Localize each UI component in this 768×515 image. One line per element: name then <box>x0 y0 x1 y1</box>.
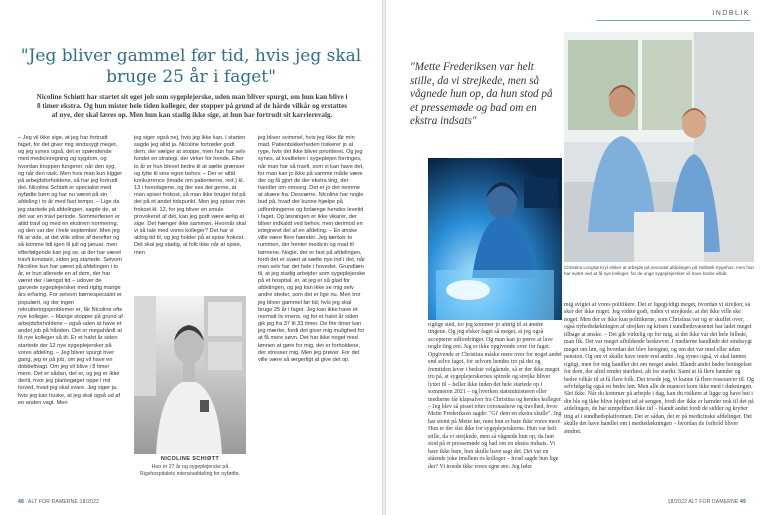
magazine-name-left: ALT FOR DAMERNE 18/2022 <box>27 499 100 505</box>
right-body-column-2: mig svigtet af vores politikere. Det er ligegyldigt meget, hvordan vi strejker, så sker der ikke noget. Jeg vidste godt, inden vi strejkede, at det ikke ville ske noget. Men der er ikke kun politikerne, som Christina var og er skuffet over, også nyhedsdækningen af strejken og krisen i sundhedsvæsenet har ladet meget tilbage at ønske. – Det gik virkelig op for mig, at det ikke var det hele billede, man fik. Det var meget afbildende beskrevet. I medierne handlede det sindssygt meget om løn, og hvordan det blev beregnet, og om det var med eller uden pension. Og om vi skulle have mere end andre. Jeg synes også, vi skal lønnes rigtigt, men for mig handler det om meget andet. Blandt andet bedre betingelser for dem, der altid render stærkest, alt for stærkt. Samt at få flere hænder og bedre vilkår til at få flere folk. Det troede jeg, vi kunne få flere ressourcer til. Og selvfølgelig også en bedre løn. Men alle de nuancer kom ikke med i dækningen. Slet ikke. Når du kommer på arbejde i dag, kan du risikere at ligge og have bøi i din ble og ikke blive hjulpet ud af sengen, fordi der ikke er hænder nok til det på afdelingen, de har simpelthen ikke tid – blandt andet fordi de sidder og kryber ting af i sundhedsplatformen. Det er sådan, det er på medicinske afdelinger. Det skulle det have handlet om i mediedækningen – hvordan de forhold bliver ændret. <box>564 302 754 435</box>
photo-caption: Hun er 27 år og sygeplejerske på Rigshospitalets intensivafdeling for nyfødte. <box>139 464 241 477</box>
right-body-column-1: rigtige sted, for jeg kommer jo aldrig til at ændre tingene. Og jeg elsker faget så meget, at jeg også accepterer udfordringer. Og man kan jo prøve at lave nogle ting om. Jeg er ikke opgivende over for faget. Opgivende er Christina måske mere over for noget andet end selve faget, for selvom hendes tro på det og fremtiden lever i bedste velgående, så er der ikke meget tro på, at sygeplejerskernes spirede og strejke bliver lyttet til – heller ikke inden det hele startede op i sommeren 2021 – og hverken statsministeren eller medierne får klapsalver fra Christina og hendes kolleger. – Jeg blev så pisset efter coronashow og travlhed, hvor Mette Frederiksen sagde: "Gi' dem en ekstra skulle". Jeg har stemt på Mette før, men hun er bare ikke vores mere. Hun er der slet ikke for sygeplejerskerne. Hun var helt stille, da vi strejkede, men så vågnede hun op, da hun stod på et pressemøde og bad om en ekstra indsats. Vi bare ikke bare, hun skulle have sagt det. Det var en stående joke imellem os kolleger – hvad sagde hun lige der? Vi troede ikke vores egne øre. Jeg føler <box>428 322 562 470</box>
nurse-portrait-photo <box>134 296 246 454</box>
photo-caption-name: NICOLINE SCHIØTT <box>160 456 220 462</box>
left-page <box>0 0 382 515</box>
incubator-nurse-photo <box>428 158 562 320</box>
page-number-left: 48 <box>18 499 24 505</box>
photo-caption-right: Christina Lungsø Kryl elsker at arbejde på neonatal afdelingen på Holbæk Sygehus, men hun har svært ved at få nye kolleger, for de unge sygeplejersker vil have bedre vilkår. <box>564 265 754 276</box>
body-column-1: – Jeg vil ikke sige, at jeg har fortrudt faget, for det giver mig sindssygt meget, og jeg synes også, det er spændende med medicinregning og sygdom, og hvordan kroppen fungerer, når den syg, og når den rask. Men hvis man kun kigger på arbejdsforholdene, så har jeg fortrudt det. Nicoline Schiøtt er specialist med nyfødte børn og har nu været på sin afdeling i to år med fast tempo. – Lige da jeg startede på afdelingen, sagde de, at det var en travl periode. Sommerferien er altid travl og med en ekstrem normering, og den var der i hele september. Men jeg fik at vide, at det ville stilne af derefter og så komme lidt igen til juli og januar, men efterfølgende kan jeg se, at der har været travlt konstant, siden jeg startede. Selvom Nicoline kun har været på afdelingen i to år, er hun allerede en af dem, der har været der i længst tid – udover de garvede sygeplejersker med rigtig mange års erfaring. For selvom børnespecialet er populært, og der ingen rekrutteringsproblemer er, får Nicoline ofte nye kolleger. – Mange stopper på grund af arbejdsforholdene – også uden at have et andet job på hånden. Det er megahårdt at få nye kolleger så tit. Er et halvt år siden startede der 12 nye sygeplejersker på vores afdeling. – Jeg bliver spurgt hver gang, jeg er på job, om jeg vil have en dobbeltvagt. Om jeg vil blive i 8 timer mere. Det er sådan, det er, og jeg er ikke dertil, hvor jeg plantegøger oppe i mit hoved, hvad jeg skal svare. Jeg siger ja, hvis jeg kan huske, at jeg skal også ud af en anden vagt. Men <box>18 135 123 406</box>
section-label: INDBLIK <box>712 10 750 17</box>
page-number-right: 49 <box>740 499 746 505</box>
right-footer <box>668 499 750 505</box>
magazine-name-right: 18/2022 ALT FOR DAMERNE <box>667 499 739 505</box>
ward-nurses-photo <box>564 32 754 262</box>
body-column-2: jeg siger også nej, hvis jeg ikke kan. I starten sagde jeg altid ja. Nicoline fortrøder godt dem, der vælger at stoppe, men hun har selv fundet en strategi, der virker for hende. Efter to år er hun blevet bedre til at sætte grænser og lytte til sine egne behov. – Der er altid konkurrence (imade om patienterne, red.) kl. 13 i hverdagene, og der ses det gerne, at man spiser frokost, så man ikke bruger tid på det på et andet tidspunkt. Men jeg spiser min frokost kl. 12, for jeg bliver en smule provokeret af det, kan jeg godt være ærlig at sige. Det hænger ikke sammen. Hvornår skal vi så tale med vores kolleger? Det har vi aldrig tid til, og jeg holder på at spise frokost. Det skal jeg stadig, at folk ikke når at spise, men <box>134 135 246 256</box>
pull-quote: "Mette Frederiksen var helt stille, da vi strejkede, men så vågnede hun op, da hun stod på et pressemøde og bad om en ekstra indsats" <box>410 61 553 127</box>
body-column-3: jeg bliver svimmel, hvis jeg ikke får min mad. Patientsikkerheden risikerer jo at ryge, hvis det ikke bliver prioriteret. Og jeg synes, at kvaliteten i sygeplejen forringes, når man har så travlt, som vi kan have det, for man kan jo ikke på samme måde være der og få gjort de der ekstra ting, der handler om omsorg. Det er jo det nemme at skære fra. Desværre. Nicoline har nogle bud på, hvad der kunne hjælpe på udfordringerne og forlænge hendes levetid i faget. Og løsningen er ikke vikarer, der bliver indkaldt ved behov, men derimod en integreret del af en afdeling. – En ønske ville være flere hænder. Jeg tænker to rummen, der henter medicin og mad til børnene. Nogle, der er fast på afdelingen, fordi det er svært at sætte nye ind i det, når man selv har det hele i hovedet. Grundlæn til, at jeg stadig arbejder som sygeplejerske på et hospital, er, at jeg er så glad for afdelingen, og jeg kan ikke se mig selv andre steder, som det er lige nu. Men tror jeg bliver gammel før tid, hvis jeg skal bruge 25 år i faget. Jeg kan ikke have et normalt liv imens, og for et halvt år siden gik jeg fra 37 til 33 timer. De fire timer kan jeg mærke, fordi det giver mig mulighed for at få mere søvn. Det har ikke noget med lønnen at gøre for mig, det er forholdene, der stresser mig. Men jeg prøver. For det ville være så ærgerligt at give det op. <box>258 135 366 363</box>
article-lead: Nicoline Schiøtt har startet sit eget job som sygeplejerske, uden man bliver spurgt, om hun kan blive i 8 timer ekstra. Og hun mister hele tiden kolleger, der stopper på grund af de hårde vilkår og erstattes af nye, der skal læres op. Men hun kan stadig ikke sige, at hun har fortrudt sit karrierevalg. <box>36 93 348 120</box>
right-page <box>386 0 768 515</box>
left-footer <box>18 499 99 505</box>
section-rule <box>596 20 750 21</box>
article-headline: "Jeg bliver gammel før tid, hvis jeg skal bruge 25 år i faget" <box>20 46 362 87</box>
